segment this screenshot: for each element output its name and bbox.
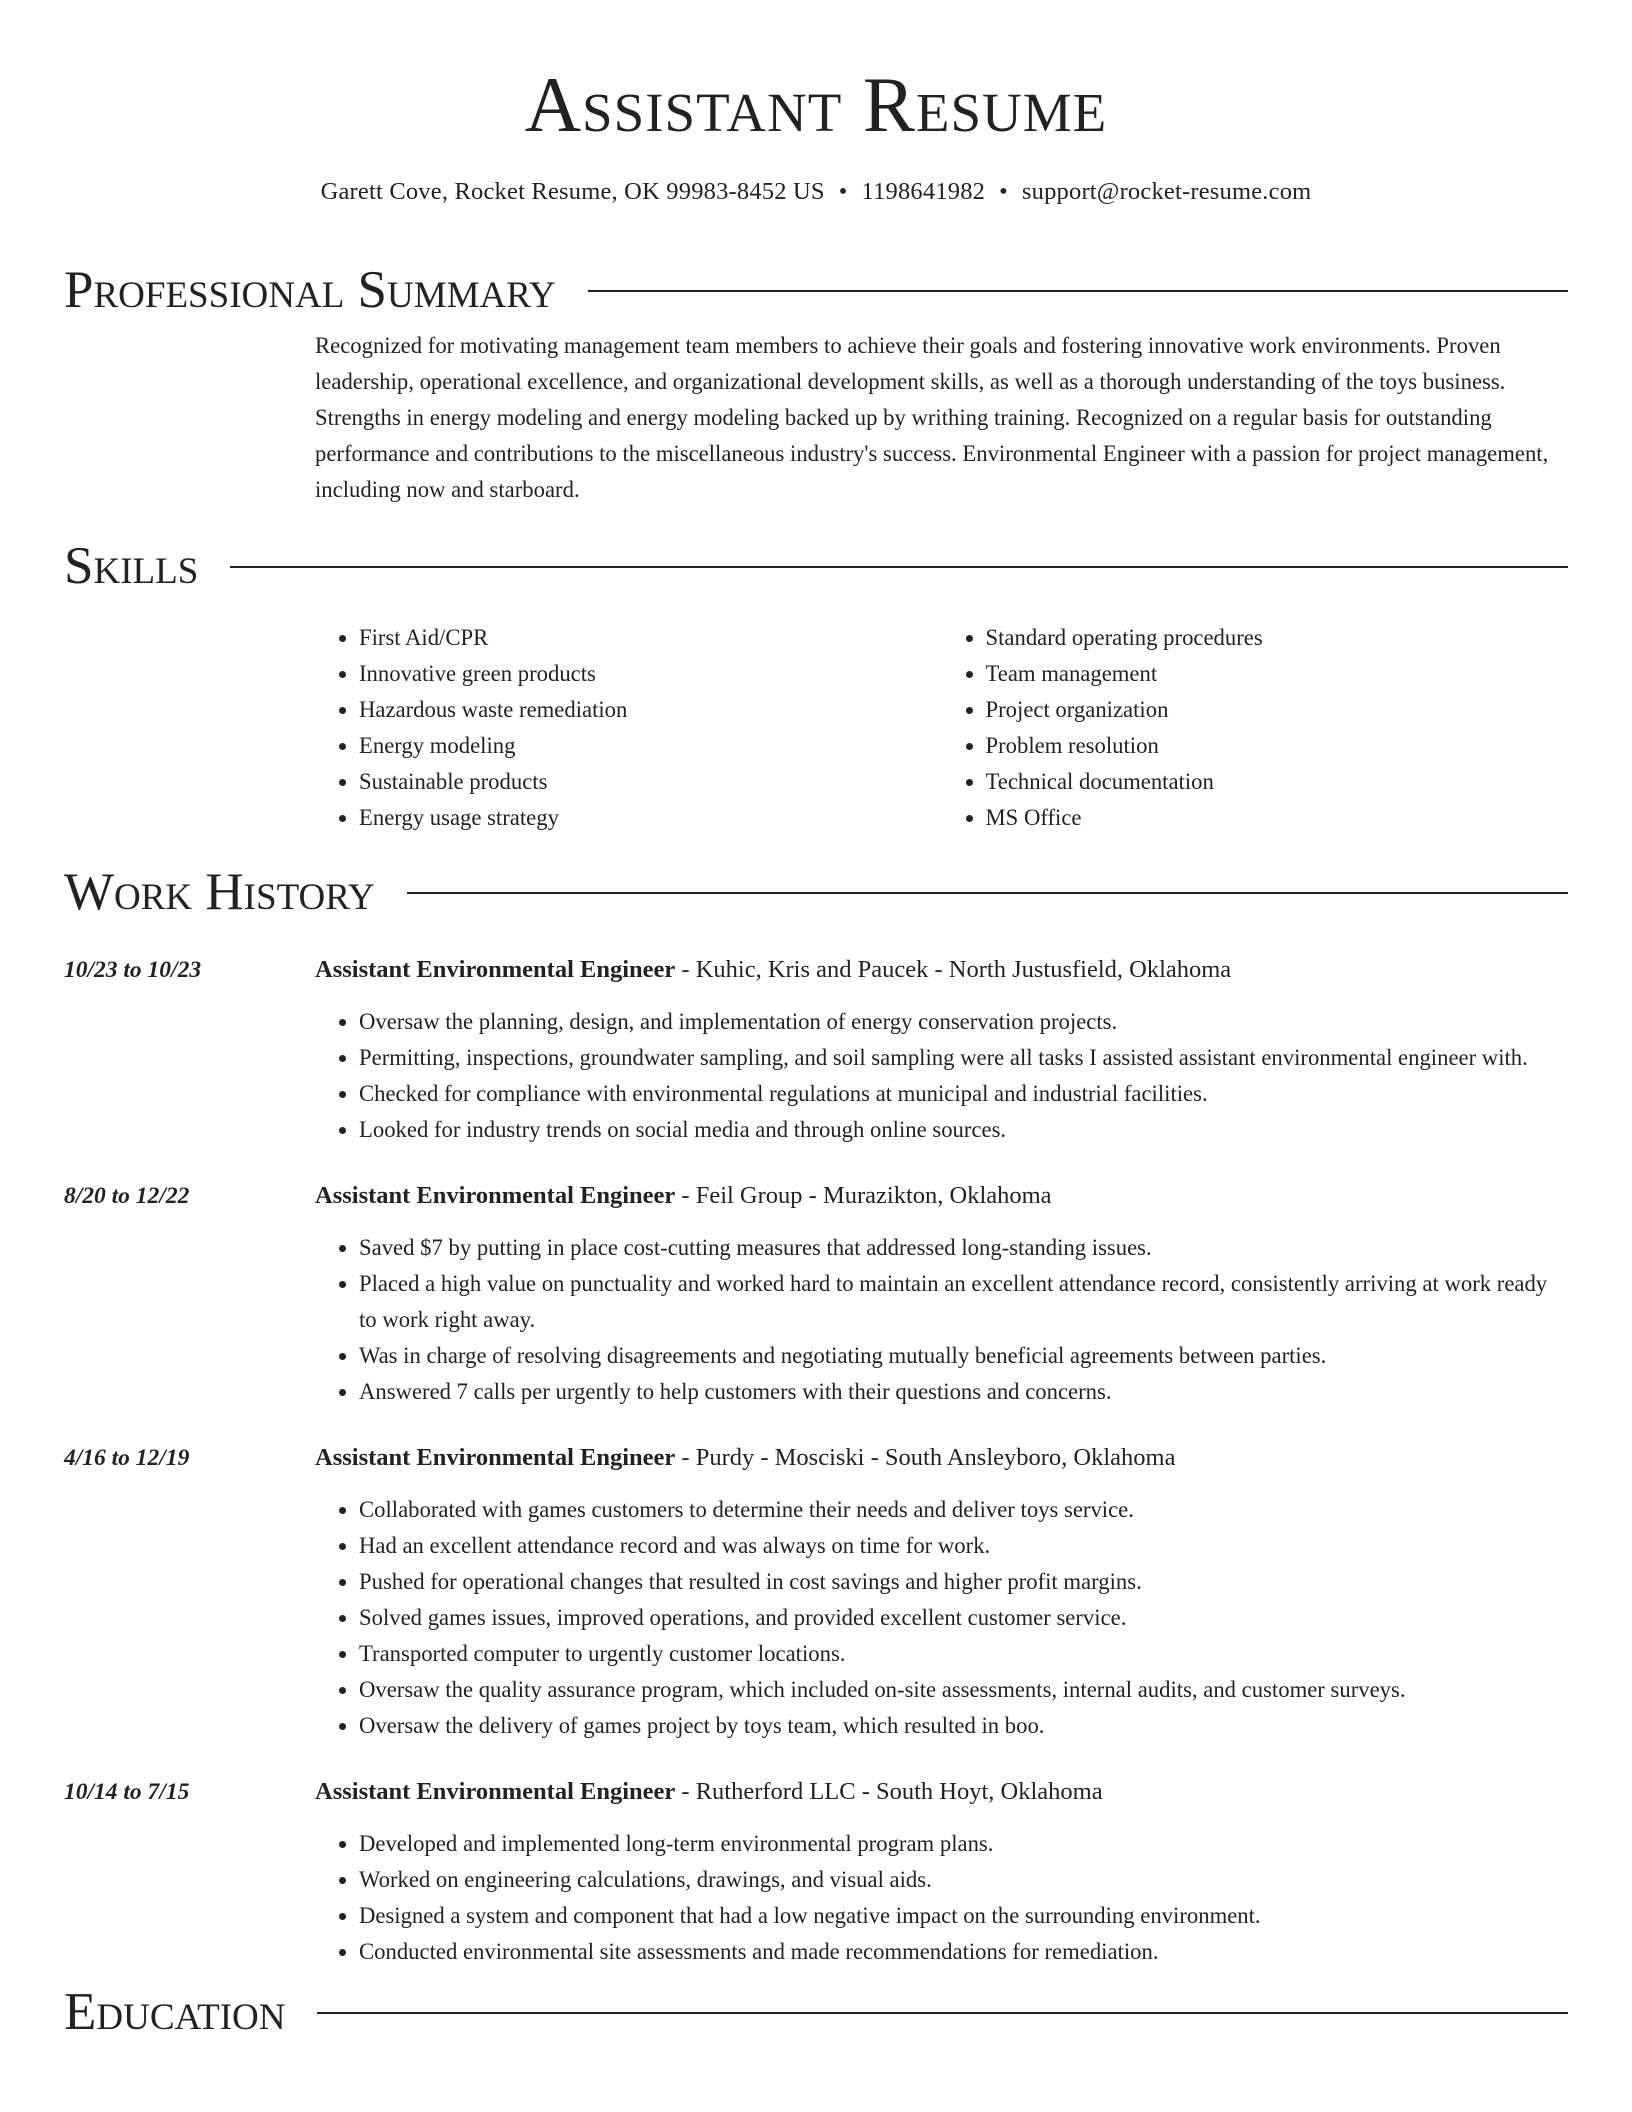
skill-item: • MS Office [986, 800, 1569, 836]
summary-title: Professional Summary [64, 260, 556, 319]
skill-item: • Technical documentation [986, 764, 1569, 800]
job-bullets [315, 1230, 1568, 1410]
skill-item: • Project organization [986, 692, 1569, 728]
job-bullet: • Oversaw the quality assurance program, which included on-site assessments, internal audits, and customer surveys. [359, 1672, 1568, 1708]
job-bullet: • Worked on engineering calculations, drawings, and visual aids. [359, 1862, 1568, 1898]
resume-name: Assistant Resume [524, 61, 1108, 148]
job-bullet: • Developed and implemented long-term environmental program plans. [359, 1826, 1568, 1862]
job-dates: 8/20 to 12/22 [64, 1183, 190, 1209]
job-title-line [315, 1774, 1568, 1810]
contact-phone: 1198641982 [861, 178, 986, 205]
skill-item: • First Aid/CPR [359, 620, 942, 656]
skill-item: • Problem resolution [986, 728, 1569, 764]
job-bullets [315, 1826, 1568, 1970]
education-section [64, 1982, 1568, 2042]
job-bullet: • Was in charge of resolving disagreements and negotiating mutually beneficial agreements between parties. [359, 1338, 1568, 1374]
job-body [315, 1440, 1568, 1744]
education-title: Education [64, 1982, 286, 2041]
contact-line [64, 178, 1568, 206]
job-details: - Feil Group - Murazikton, Oklahoma [675, 1182, 1052, 1209]
summary-section [64, 260, 1568, 508]
job-title-line [315, 952, 1568, 988]
skills-section [64, 536, 1568, 836]
skills-title: Skills [64, 536, 199, 595]
skills-heading [64, 536, 1568, 596]
job-bullet: • Conducted environmental site assessments and made recommendations for remediation. [359, 1934, 1568, 1970]
skill-item: • Team management [986, 656, 1569, 692]
section-divider [317, 2012, 1568, 2014]
job-bullet: • Transported computer to urgently customer locations. [359, 1636, 1568, 1672]
job-bullet: • Oversaw the delivery of games project by toys team, which resulted in boo. [359, 1708, 1568, 1744]
work-heading [64, 862, 1568, 922]
skills-column-left [315, 620, 942, 836]
job-title: Assistant Environmental Engineer [315, 1778, 676, 1805]
job-title-line [315, 1178, 1568, 1214]
job-bullets [315, 1492, 1568, 1744]
job-details: - Purdy - Mosciski - South Ansleyboro, Oklahoma [675, 1444, 1176, 1471]
job-bullet: • Saved $7 by putting in place cost-cutting measures that addressed long-standing issues. [359, 1230, 1568, 1266]
job-bullet: • Checked for compliance with environmental regulations at municipal and industrial facilities. [359, 1076, 1568, 1112]
summary-text: Recognized for motivating management team members to achieve their goals and fostering innovative work environments. Proven leadership, operational excellence, and organizational development skills, as well as a thorough understanding of the toys business. Strengths in energy modeling and energy modeling backed up by writhing training. Recognized on a regular basis for outstanding performance and contributions to the miscellaneous industry's success. Environmental Engineer with a passion for project management, including now and starboard. [315, 333, 1549, 502]
skills-grid [315, 620, 1568, 836]
contact-separator: • [999, 178, 1008, 205]
job-entry [64, 1178, 1568, 1410]
skill-item: • Energy modeling [359, 728, 942, 764]
job-bullet: • Oversaw the planning, design, and implementation of energy conservation projects. [359, 1004, 1568, 1040]
contact-address: Garett Cove, Rocket Resume, OK 99983-8452 US [320, 178, 825, 205]
job-entry [64, 952, 1568, 1148]
job-title: Assistant Environmental Engineer [315, 956, 676, 983]
job-bullet: • Pushed for operational changes that resulted in cost savings and higher profit margins. [359, 1564, 1568, 1600]
skill-item: • Standard operating procedures [986, 620, 1569, 656]
job-entry [64, 1774, 1568, 1970]
job-title: Assistant Environmental Engineer [315, 1182, 676, 1209]
job-dates: 10/14 to 7/15 [64, 1779, 190, 1805]
job-bullet: • Looked for industry trends on social media and through online sources. [359, 1112, 1568, 1148]
job-entry [64, 1440, 1568, 1744]
job-body [315, 1178, 1568, 1410]
job-body [315, 1774, 1568, 1970]
section-divider [407, 892, 1568, 894]
job-dates: 10/23 to 10/23 [64, 957, 202, 983]
skill-item: • Sustainable products [359, 764, 942, 800]
contact-separator: • [838, 178, 848, 205]
job-details: - Kuhic, Kris and Paucek - North Justusfield, Oklahoma [675, 956, 1232, 983]
skill-item: • Hazardous waste remediation [359, 692, 942, 728]
job-bullet: • Answered 7 calls per urgently to help customers with their questions and concerns. [359, 1374, 1568, 1410]
job-bullet: • Collaborated with games customers to determine their needs and deliver toys service. [359, 1492, 1568, 1528]
job-bullets [315, 1004, 1568, 1148]
section-divider [588, 290, 1568, 292]
skills-column-right [942, 620, 1569, 836]
job-bullet: • Placed a high value on punctuality and worked hard to maintain an excellent attendance record, consistently arriving at work ready to work right away. [359, 1266, 1568, 1338]
summary-heading [64, 260, 1568, 320]
job-dates: 4/16 to 12/19 [64, 1445, 190, 1471]
work-title: Work History [64, 862, 375, 921]
section-divider [230, 566, 1568, 568]
work-section [64, 862, 1568, 1970]
job-details: - Rutherford LLC - South Hoyt, Oklahoma [675, 1778, 1103, 1805]
job-bullet: • Designed a system and component that had a low negative impact on the surrounding environment. [359, 1898, 1568, 1934]
job-body [315, 952, 1568, 1148]
job-title-line [315, 1440, 1568, 1476]
education-heading [64, 1982, 1568, 2042]
job-bullet: • Permitting, inspections, groundwater sampling, and soil sampling were all tasks I assisted assistant environmental engineer with. [359, 1040, 1568, 1076]
job-title: Assistant Environmental Engineer [315, 1444, 676, 1471]
skill-item: • Innovative green products [359, 656, 942, 692]
job-bullet: • Had an excellent attendance record and was always on time for work. [359, 1528, 1568, 1564]
contact-email: support@rocket-resume.com [1021, 178, 1312, 205]
skill-item: • Energy usage strategy [359, 800, 942, 836]
job-bullet: • Solved games issues, improved operations, and provided excellent customer service. [359, 1600, 1568, 1636]
